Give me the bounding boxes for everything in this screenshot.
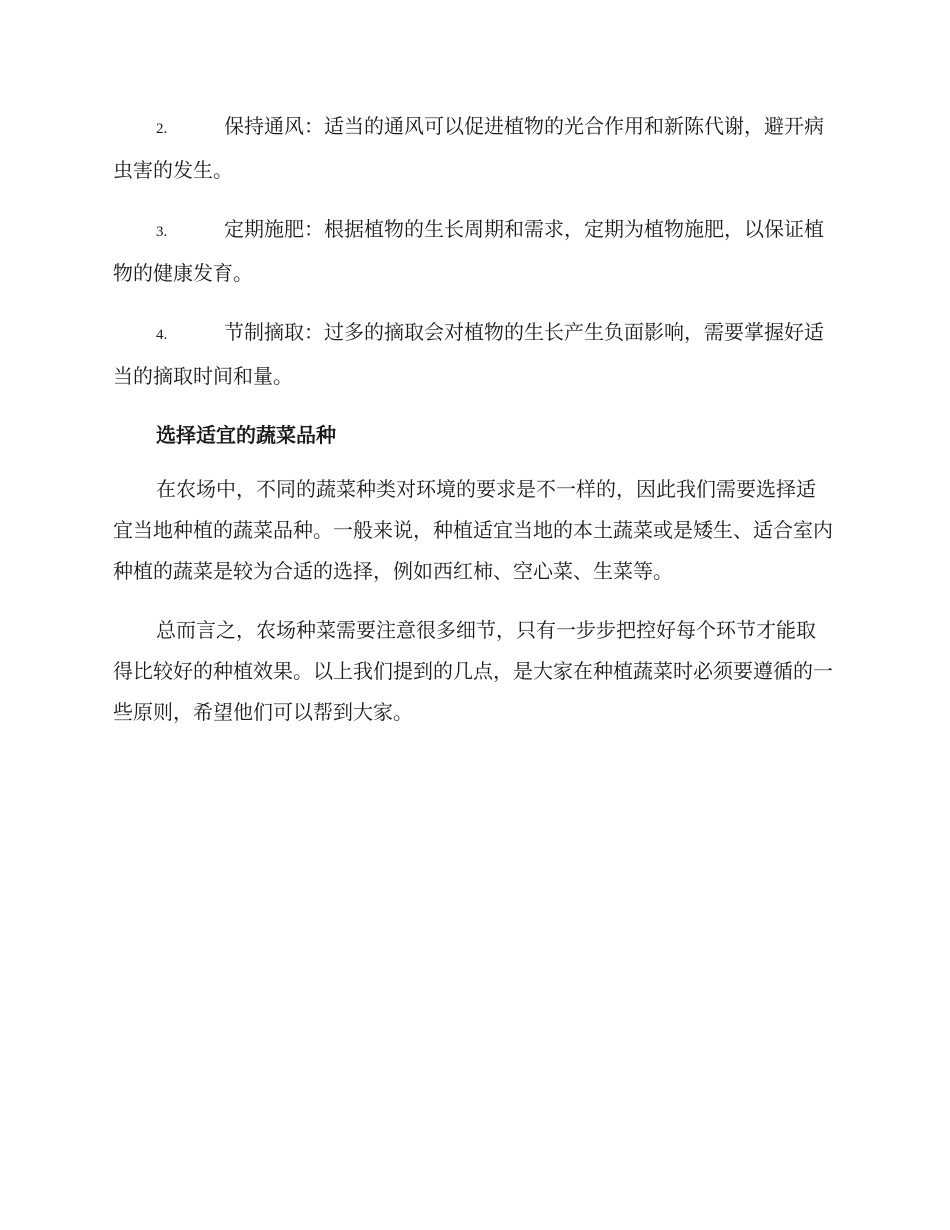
list-item-number: 3. — [156, 224, 168, 240]
section-heading: 选择适宜的蔬菜品种 — [156, 423, 336, 447]
document-page — [113, 106, 835, 751]
list-item-harvesting — [113, 312, 835, 397]
paragraph-vegetable-varieties: 在农场中，不同的蔬菜种类对环境的要求是不一样的，因此我们需要选择适宜当地种植的蔬菜品种。一般来说，种植适宜当地的本土蔬菜或是矮生、适合室内种植的蔬菜是较为合适的选择，例如西红柿、空心菜、生菜等。 — [113, 477, 833, 583]
paragraph-conclusion: 总而言之，农场种菜需要注意很多细节，只有一步步把控好每个环节才能取得比较好的种植效果。以上我们提到的几点，是大家在种植蔬菜时必须要遵循的一些原则，希望他们可以帮到大家。 — [113, 618, 833, 724]
list-item-number: 4. — [156, 327, 168, 343]
list-item-text: 保持通风：适当的通风可以促进植物的光合作用和新陈代谢，避开病虫害的发生。 — [113, 114, 824, 182]
list-item-ventilation — [113, 106, 835, 191]
list-item-text: 节制摘取：过多的摘取会对植物的生长产生负面影响，需要掌握好适当的摘取时间和量。 — [113, 320, 824, 388]
list-item-fertilizing — [113, 209, 835, 294]
list-item-number: 2. — [156, 121, 168, 137]
list-item-text: 定期施肥：根据植物的生长周期和需求，定期为植物施肥，以保证植物的健康发育。 — [113, 217, 824, 285]
